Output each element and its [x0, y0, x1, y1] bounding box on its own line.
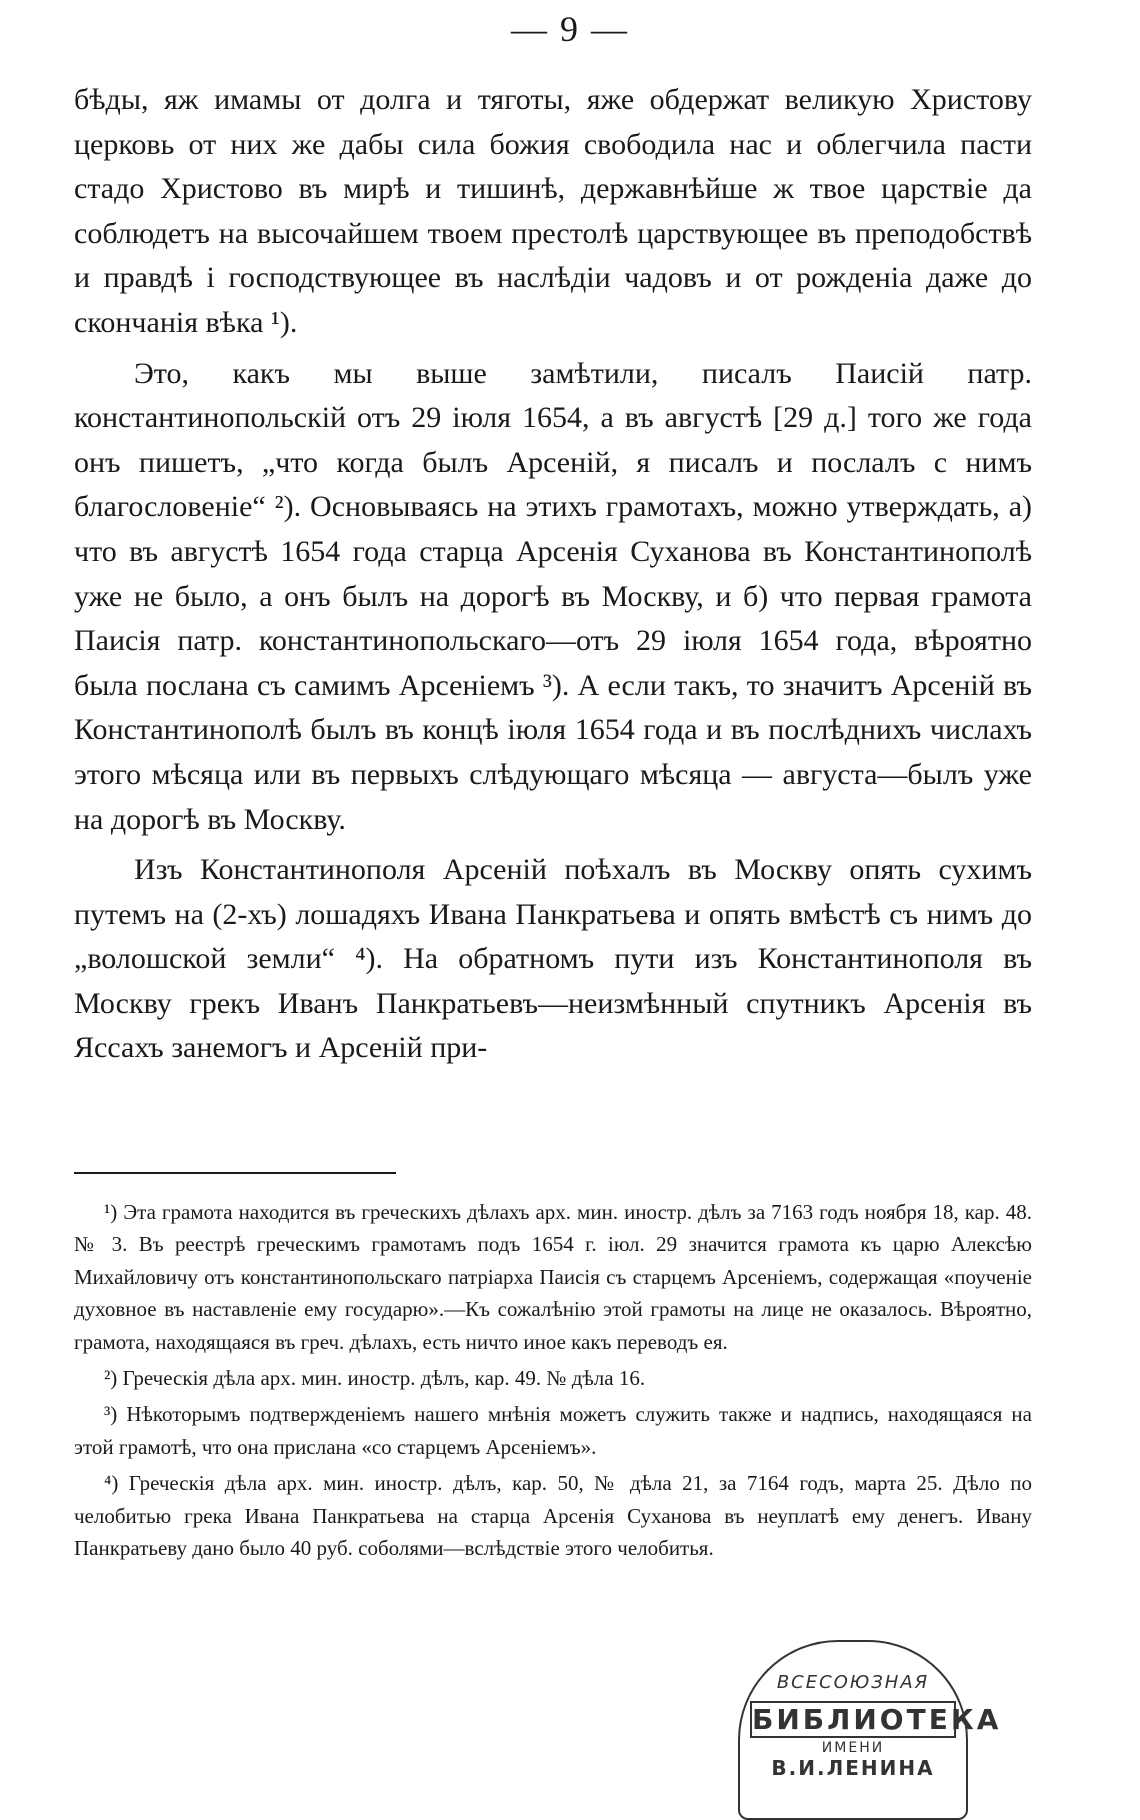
- footnote-3: ³) Нѣкоторымъ подтвержденіемъ нашего мнѣнія можетъ служить также и надпись, находящаяся на этой грамотѣ, что она прислана «со старцемъ Арсеніемъ».: [74, 1402, 1032, 1459]
- footnote-4: ⁴) Греческія дѣла арх. мин. иностр. дѣлъ, кар. 50, № дѣла 21, за 7164 годъ, марта 25. Дѣло по челобитью грека Ивана Панкратьева на старца Арсенія Суханова въ неуплатѣ ему денегъ. Ивану Панкратьеву дано было 40 руб. соболями—вслѣдствіе этого челобитья.: [74, 1471, 1032, 1561]
- stamp-line-1: ВСЕСОЮЗНАЯ: [776, 1672, 930, 1693]
- stamp-line-2: БИБЛИОТЕКА: [752, 1703, 1002, 1736]
- page-number: — 9 —: [511, 9, 629, 49]
- footnote-1: ¹) Эта грамота находится въ греческихъ дѣлахъ арх. мин. иностр. дѣлъ за 7163 годъ ноября 18, кар. 48. № 3. Въ реестрѣ греческимъ грамотамъ подъ 1654 г. іюл. 29 значится грамота къ царю Алексѣю Михайловичу отъ константинопольскаго патріарха Паисія съ старцемъ Арсеніемъ, содержащая «поученіе духовное въ наставленіе ему государю».—Къ сожалѣнію этой грамоты на лице не оказалось. Вѣроятно, грамота, находящаяся въ греч. дѣлахъ, есть ничто иное какъ переводъ ея.: [74, 1200, 1032, 1354]
- main-text: [74, 78, 1032, 1071]
- paragraph-2: Это, какъ мы выше замѣтили, писалъ Паисій патр. константинопольскій отъ 29 іюля 1654, а въ августѣ [29 д.] того же года онъ пишетъ, „что когда былъ Арсеній, я писалъ и послалъ с нимъ благословеніе“ ²). Основываясь на этихъ грамотахъ, можно утверждать, а) что въ августѣ 1654 года старца Арсенія Суханова въ Константинополѣ уже не было, а онъ былъ на дорогѣ въ Москву, и б) что первая грамота Паисія патр. константинопольскаго—отъ 29 іюля 1654 года, вѣроятно была послана съ самимъ Арсеніемъ ³). А если такъ, то значитъ Арсеній въ Константинополѣ былъ въ концѣ іюля 1654 года и въ послѣднихъ числахъ этого мѣсяца или въ первыхъ слѣдующаго мѣсяца — августа—былъ уже на дорогѣ въ Москву.: [74, 356, 1032, 836]
- library-stamp: [738, 1640, 1002, 1820]
- footnote-divider: [74, 1172, 396, 1174]
- paragraph-1: бѣды, яж имамы от долга и тяготы, яже обдержат великую Христову церковь от них же дабы сила божия свободила нас и облегчила пасти стадо Христово въ мирѣ и тишинѣ, державнѣйше ж твое царствіе да соблюдетъ на высочайшем твоем престолѣ царствующее въ преподобствѣ и правдѣ і господствующее въ наслѣдіи чадовъ и от рожденіа даже до скончанія вѣка ¹).: [74, 83, 1032, 339]
- stamp-line-4: В.И.ЛЕНИНА: [771, 1756, 935, 1780]
- footnotes: [74, 1196, 1032, 1564]
- paragraph-3: Изъ Константинополя Арсеній поѣхалъ въ Москву опять сухимъ путемъ на (2-хъ) лошадяхъ Ивана Панкратьева и опять вмѣстѣ съ нимъ до „волошской земли“ ⁴). На обратномъ пути изъ Константинополя въ Москву грекъ Иванъ Панкратьевъ—неизмѣнный спутникъ Арсенія въ Яссахъ занемогъ и Арсеній при-: [74, 853, 1032, 1065]
- stamp-line-3: ИМЕНИ: [821, 1740, 885, 1756]
- footnote-2: ²) Греческія дѣла арх. мин. иностр. дѣлъ, кар. 49. № дѣла 16.: [104, 1366, 646, 1391]
